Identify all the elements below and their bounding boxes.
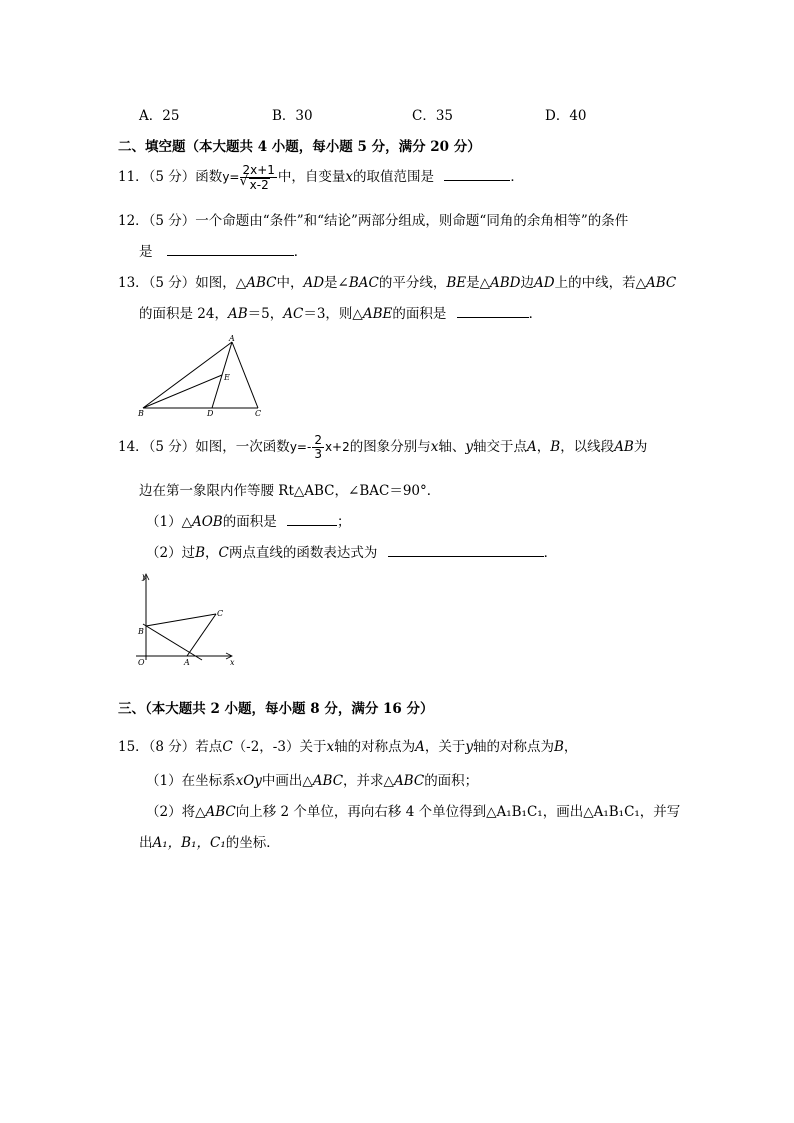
q14-fraction xyxy=(312,434,324,461)
q13-end: ． xyxy=(528,306,543,322)
q13-t7: 上的中线，若△ xyxy=(554,275,646,291)
q13-ad: AD xyxy=(303,275,325,291)
q15-abc3: ABC xyxy=(205,804,236,820)
q14-y: y=- xyxy=(289,440,312,454)
q15-y: y xyxy=(465,739,473,755)
q15-t3: 轴的对称点为 xyxy=(334,739,416,755)
q14-sub2-blank[interactable] xyxy=(388,542,544,557)
q14-sub1 xyxy=(146,510,351,530)
q13-triangle-figure xyxy=(136,334,266,418)
q11-numerator: 2x+1 xyxy=(242,162,275,177)
q15-a: A xyxy=(415,739,425,755)
q14-t6: 为 xyxy=(633,439,648,455)
q14-s2a: （2）过 xyxy=(146,545,196,561)
q13-t5: 是△ xyxy=(466,275,491,291)
q15-s2d: 的坐标． xyxy=(225,835,280,851)
q14-label-o: O xyxy=(138,658,145,667)
q15-s1d: 的面积； xyxy=(424,773,479,789)
q14-sub1-blank[interactable] xyxy=(287,511,337,526)
q13-bac: BAC xyxy=(348,275,379,291)
q13-t9: ＝5， xyxy=(247,306,284,322)
q14-line-ab xyxy=(143,624,202,660)
q15-s1a: （1）在坐标系 xyxy=(146,773,236,789)
q15-xoy: xOy xyxy=(235,773,262,789)
q13-abd: ABD xyxy=(490,275,521,291)
q14-sub2 xyxy=(146,541,557,561)
q14-t2: 轴、 xyxy=(438,439,466,455)
q13-t6: 边 xyxy=(520,275,535,291)
q11-suffix: 中，自变量 xyxy=(277,169,346,185)
q13-side-ac xyxy=(232,342,258,408)
q15-s2a: （2）将△ xyxy=(146,804,206,820)
q14-line2: 边在第一象限内作等腰 Rt△ABC，∠BAC＝90°． xyxy=(139,483,441,499)
q15-t2: （-2，-3）关于 xyxy=(232,739,327,755)
q11-suffix2: 的取值范围是 xyxy=(353,169,435,185)
q15-s2c: 出 xyxy=(139,835,153,851)
q13-t3: 是∠ xyxy=(324,275,349,291)
option-c: C．35 xyxy=(412,108,454,124)
q12-line1: 12．（5 分）一个命题由“条件”和“结论”两部分组成，则命题“同角的余角相等”的条件 xyxy=(118,213,629,229)
q13-abc2: ABC xyxy=(645,275,677,291)
q13-abc: ABC xyxy=(246,275,277,291)
q13-t10: ＝3，则△ xyxy=(303,306,363,322)
q14-a: A xyxy=(527,439,537,455)
q14-tail: x+2 xyxy=(324,440,350,454)
q14-t1: 的图象分别与 xyxy=(349,439,431,455)
q11-prefix: 11．（5 分）函数 xyxy=(118,169,223,185)
q14-prefix: 14．（5 分）如图，一次函数 xyxy=(118,439,290,455)
q13-ad2: AD xyxy=(534,275,555,291)
q14-label-a: A xyxy=(184,658,190,667)
q13-t4: 的平分线， xyxy=(378,275,447,291)
q14-segment-ac xyxy=(187,614,216,656)
q14-yvar: y xyxy=(465,439,474,455)
q15-b: B xyxy=(553,739,564,755)
q12-end: ． xyxy=(293,244,308,260)
q14-aob: AOB xyxy=(191,514,223,530)
q13-line1 xyxy=(118,271,676,291)
q14-s2c: 两点直线的函数表达式为 xyxy=(228,545,378,561)
q14-segment-bc xyxy=(146,614,216,626)
q14-denominator: 3 xyxy=(314,447,322,461)
q12-line2-prefix: 是 xyxy=(139,244,153,260)
q15-pts: A₁，B₁，C₁ xyxy=(152,835,226,851)
q15-line1 xyxy=(118,735,577,755)
q15-abc2: ABC xyxy=(393,773,425,789)
q13-t8: 的面积是 24， xyxy=(139,306,228,322)
q13-line2 xyxy=(139,302,542,322)
option-b: B．30 xyxy=(272,108,313,124)
q11-fraction xyxy=(240,164,276,192)
q15-s1b: 中画出△ xyxy=(261,773,313,789)
q15-s2b: 向上移 2 个单位，再向右移 4 个单位得到△A₁B₁C₁，画出△A₁B₁C₁，并写 xyxy=(235,804,681,820)
q13-t1: 13．（5 分）如图，△ xyxy=(118,275,247,291)
q11-y: y= xyxy=(222,170,240,184)
q13-label-b: B xyxy=(138,409,144,418)
q13-label-e: E xyxy=(224,373,230,382)
q13-be: BE xyxy=(446,275,467,291)
section3-heading: 三、（本大题共 2 小题，每小题 8 分，满分 16 分） xyxy=(118,701,434,717)
question-11 xyxy=(118,162,524,192)
q14-numerator: 2 xyxy=(314,433,322,447)
q15-c: C xyxy=(222,739,233,755)
q13-answer-blank[interactable] xyxy=(457,303,529,318)
q13-ac: AC xyxy=(283,306,304,322)
q14-t5: ，以线段 xyxy=(560,439,615,455)
q14-x: x xyxy=(430,439,439,455)
q14-coordinate-figure xyxy=(134,570,244,670)
q14-s1b: 的面积是 xyxy=(222,514,277,530)
q11-var: x xyxy=(345,169,354,185)
q15-s1c: ，并求△ xyxy=(343,773,394,789)
q13-side-ab xyxy=(143,342,232,408)
q15-t4: ，关于 xyxy=(424,739,466,755)
q13-t11: 的面积是 xyxy=(392,306,447,322)
q13-abe: ABE xyxy=(362,306,393,322)
q13-label-a: A xyxy=(229,334,235,343)
q14-c2: C xyxy=(218,545,229,561)
q15-sub1 xyxy=(146,769,478,789)
option-a: A．25 xyxy=(139,108,180,124)
q14-s2b: ， xyxy=(205,545,219,561)
q14-label-y: y xyxy=(142,572,147,581)
q15-x: x xyxy=(326,739,335,755)
q14-line1 xyxy=(118,432,647,462)
q15-t6: ， xyxy=(563,739,578,755)
q15-sub2-cont xyxy=(139,831,280,851)
q12-line2 xyxy=(139,240,307,260)
q12-answer-blank[interactable] xyxy=(167,241,294,256)
q11-end: ． xyxy=(510,169,524,185)
q14-b2: B xyxy=(195,545,206,561)
q14-ab: AB xyxy=(614,439,634,455)
q14-label-x: x xyxy=(230,658,235,667)
q14-t4: ， xyxy=(536,439,551,455)
q11-denominator: √ x-2 xyxy=(249,178,270,192)
section2-heading: 二、填空题（本大题共 4 小题，每小题 5 分，满分 20 分） xyxy=(118,139,481,155)
q15-sub2 xyxy=(146,800,680,820)
q13-label-c: C xyxy=(255,409,262,418)
q14-label-c: C xyxy=(217,609,224,618)
q13-segment-be xyxy=(143,375,222,408)
q14-b: B xyxy=(550,439,561,455)
q14-s1a: （1）△ xyxy=(146,514,192,530)
q14-t3: 轴交于点 xyxy=(473,439,528,455)
q13-label-d: D xyxy=(207,409,214,418)
q13-ab: AB xyxy=(227,306,248,322)
q15-t1: 15．（8 分）若点 xyxy=(118,739,223,755)
option-d: D．40 xyxy=(545,108,587,124)
q11-answer-blank[interactable] xyxy=(444,166,510,181)
q14-label-b: B xyxy=(138,627,144,636)
q13-t2: 中， xyxy=(276,275,304,291)
q15-abc: ABC xyxy=(312,773,344,789)
q14-s1end: ； xyxy=(337,514,351,530)
q14-s2end: ． xyxy=(543,545,558,561)
q15-t5: 轴的对称点为 xyxy=(472,739,554,755)
